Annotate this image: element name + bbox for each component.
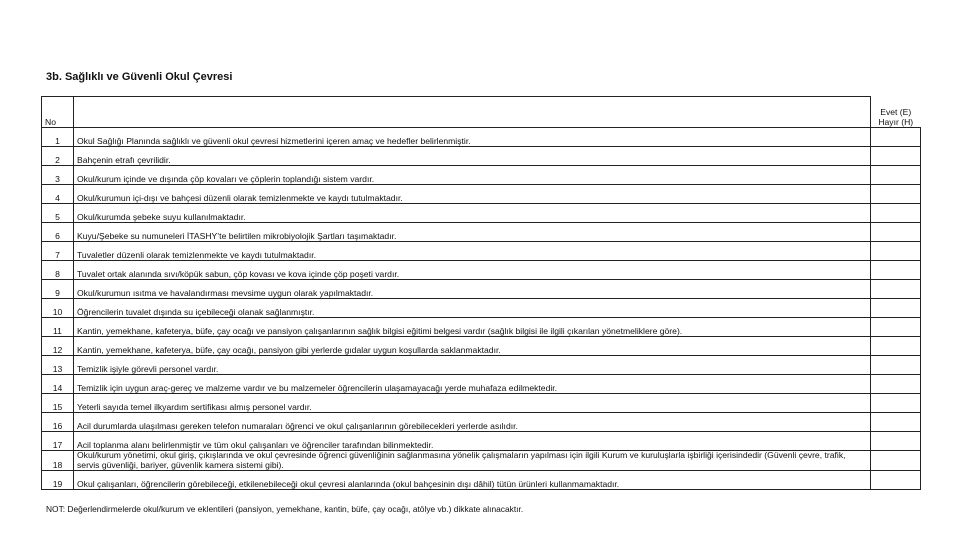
row-number: 7 <box>42 242 74 261</box>
answer-header-yes: Evet (E) <box>880 107 912 117</box>
table-row <box>42 280 921 299</box>
table-row <box>42 432 921 451</box>
table-row <box>42 451 921 471</box>
row-number: 18 <box>42 451 74 471</box>
table-row <box>42 185 921 204</box>
answer-cell[interactable] <box>871 147 921 166</box>
row-number: 19 <box>42 471 74 490</box>
table-row <box>42 223 921 242</box>
answer-cell[interactable] <box>871 242 921 261</box>
row-number: 6 <box>42 223 74 242</box>
footnote: NOT: Değerlendirmelerde okul/kurum ve eklentileri (pansiyon, yemekhane, kantin, büfe, çay ocağı, atölye vb.) dikkate alınacaktır. <box>46 504 524 514</box>
table-row <box>42 261 921 280</box>
row-text: Yeterli sayıda temel ilkyardım sertifikası almış personel vardır. <box>74 394 871 413</box>
row-number: 14 <box>42 375 74 394</box>
table-row <box>42 166 921 185</box>
answer-cell[interactable] <box>871 280 921 299</box>
table-row <box>42 147 921 166</box>
row-text: Okul Sağlığı Planında sağlıklı ve güvenli okul çevresi hizmetlerini içeren amaç ve hedefler belirlenmiştir. <box>74 128 871 147</box>
row-text: Bahçenin etrafı çevrilidir. <box>74 147 871 166</box>
table-row <box>42 337 921 356</box>
table-row <box>42 394 921 413</box>
row-text: Okul çalışanları, öğrencilerin görebileceği, etkilenebileceği okul çevresi alanlarında (okul bahçesinin dışı dâhil) tütün ürünleri kullanmamaktadır. <box>74 471 871 490</box>
answer-cell[interactable] <box>871 394 921 413</box>
row-text: Temizlik işiyle görevli personel vardır. <box>74 356 871 375</box>
answer-cell[interactable] <box>871 432 921 451</box>
row-number: 15 <box>42 394 74 413</box>
row-text: Okul/kurum yönetimi, okul giriş, çıkışlarında ve okul çevresinde öğrenci güvenliğinin sağlanmasına yönelik çalışmaların yapılması için ilgili Kurum ve kuruluşlarla işbirliği içerisindedir (Güvenli çevre, trafik, servis güvenliği, bariyer, güvenlik kamera sistemi gibi). <box>74 451 871 471</box>
section-title: 3b. Sağlıklı ve Güvenli Okul Çevresi <box>46 71 233 83</box>
row-number: 16 <box>42 413 74 432</box>
row-text: Temizlik için uygun araç-gereç ve malzeme vardır ve bu malzemeler öğrencilerin ulaşamayacağı yerde muhafaza edilmektedir. <box>74 375 871 394</box>
answer-cell[interactable] <box>871 128 921 147</box>
answer-cell[interactable] <box>871 413 921 432</box>
answer-cell[interactable] <box>871 299 921 318</box>
row-number: 10 <box>42 299 74 318</box>
row-text: Öğrencilerin tuvalet dışında su içebileceği olanak sağlanmıştır. <box>74 299 871 318</box>
answer-cell[interactable] <box>871 375 921 394</box>
answer-cell[interactable] <box>871 166 921 185</box>
row-number: 8 <box>42 261 74 280</box>
answer-cell[interactable] <box>871 337 921 356</box>
row-number: 2 <box>42 147 74 166</box>
table-row <box>42 375 921 394</box>
answer-cell[interactable] <box>871 261 921 280</box>
row-text: Okul/kurumun ısıtma ve havalandırması mevsime uygun olarak yapılmaktadır. <box>74 280 871 299</box>
row-text: Okul/kurum içinde ve dışında çöp kovaları ve çöplerin toplandığı sistem vardır. <box>74 166 871 185</box>
answer-header-no: Hayır (H) <box>878 117 914 127</box>
answer-cell[interactable] <box>871 318 921 337</box>
row-text: Kuyu/Şebeke su numuneleri İTASHY’te belirtilen mikrobiyolojik Şartları taşımaktadır. <box>74 223 871 242</box>
row-text: Kantin, yemekhane, kafeterya, büfe, çay ocağı ve pansiyon çalışanlarının sağlık bilgisi eğitimi belgesi vardır (sağlık bilgisi ile ilgili çıkarılan yönetmeliklere göre). <box>74 318 871 337</box>
row-text: Okul/kurumun içi-dışı ve bahçesi düzenli olarak temizlenmekte ve kaydı tutulmaktadır. <box>74 185 871 204</box>
row-number: 11 <box>42 318 74 337</box>
answer-cell[interactable] <box>871 185 921 204</box>
no-column-header: No <box>42 97 74 128</box>
table-row <box>42 318 921 337</box>
table-header-row <box>42 97 921 128</box>
answer-cell[interactable] <box>871 204 921 223</box>
row-number: 1 <box>42 128 74 147</box>
row-number: 17 <box>42 432 74 451</box>
answer-cell[interactable] <box>871 356 921 375</box>
row-number: 9 <box>42 280 74 299</box>
row-text: Kantin, yemekhane, kafeterya, büfe, çay ocağı, pansiyon gibi yerlerde gıdalar uygun koşullarda saklanmaktadır. <box>74 337 871 356</box>
checklist-table <box>41 96 921 490</box>
table-row <box>42 128 921 147</box>
row-number: 4 <box>42 185 74 204</box>
table-row <box>42 242 921 261</box>
row-text: Acil durumlarda ulaşılması gereken telefon numaraları öğrenci ve okul çalışanlarının görebilecekleri yerlerde asılıdır. <box>74 413 871 432</box>
table-row <box>42 299 921 318</box>
answer-cell[interactable] <box>871 471 921 490</box>
table-row <box>42 471 921 490</box>
row-number: 13 <box>42 356 74 375</box>
row-number: 5 <box>42 204 74 223</box>
answer-cell[interactable] <box>871 223 921 242</box>
table-row <box>42 413 921 432</box>
row-text: Tuvaletler düzenli olarak temizlenmekte ve kaydı tutulmaktadır. <box>74 242 871 261</box>
table-row <box>42 204 921 223</box>
row-text: Okul/kurumda şebeke suyu kullanılmaktadır. <box>74 204 871 223</box>
row-text: Tuvalet ortak alanında sıvı/köpük sabun, çöp kovası ve kova içinde çöp poşeti vardır. <box>74 261 871 280</box>
table-row <box>42 356 921 375</box>
answer-cell[interactable] <box>871 451 921 471</box>
row-number: 3 <box>42 166 74 185</box>
text-column-header <box>74 97 871 128</box>
answer-column-header <box>871 97 921 128</box>
row-text: Acil toplanma alanı belirlenmiştir ve tüm okul çalışanları ve öğrenciler tarafından bilinmektedir. <box>74 432 871 451</box>
row-number: 12 <box>42 337 74 356</box>
